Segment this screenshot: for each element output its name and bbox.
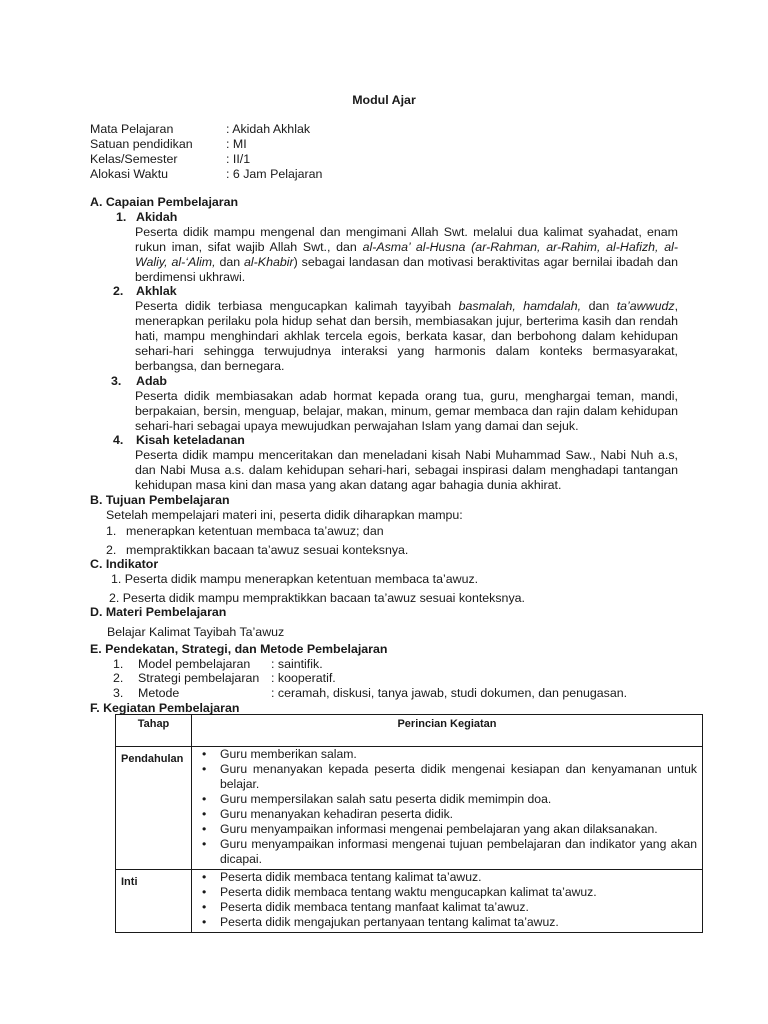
- list-item: • Guru mempersilakan salah satu peserta didik memimpin doa.: [192, 792, 697, 807]
- item-number: 3.: [111, 374, 122, 388]
- list-item: • Peserta didik membaca tentang kalimat ta’awuz.: [192, 870, 697, 885]
- list-item: • Peserta didik mengajukan pertanyaan tentang kalimat ta’awuz.: [192, 915, 697, 930]
- section-a-item-heading: [111, 374, 167, 389]
- column-header-details: Perincian Kegiatan: [192, 715, 703, 747]
- method-value: : ceramah, diskusi, tanya jawab, studi dokumen, dan penugasan.: [271, 686, 628, 700]
- item-number: 2.: [106, 543, 117, 557]
- section-d-heading: D. Materi Pembelajaran: [90, 605, 227, 619]
- method-value: : kooperatif.: [271, 671, 336, 685]
- list-item: • Guru menanyakan kehadiran peserta didik.: [192, 807, 697, 822]
- list-item: [106, 524, 384, 539]
- metadata-block: [90, 122, 322, 182]
- list-item: • Guru memberikan salam.: [192, 747, 697, 762]
- item-number: 1.: [113, 657, 124, 671]
- item-title: Kisah keteladanan: [136, 433, 245, 447]
- section-a-item-heading: [113, 284, 177, 299]
- item-number: 3.: [113, 686, 124, 700]
- text-run: Peserta didik mampu mengenal dan mengimani Allah Swt. melalui dua kalimat syahadat, enam rukun iman, sifat wajib Allah Swt., dan: [135, 225, 678, 254]
- section-a-item-heading: [116, 210, 177, 225]
- metadata-label: Alokasi Waktu: [90, 167, 169, 181]
- indicator-item: 1. Peserta didik mampu menerapkan ketentuan membaca ta’awuz.: [111, 572, 479, 586]
- section-b-intro: Setelah mempelajari materi ini, peserta didik diharapkan mampu:: [106, 508, 463, 522]
- metadata-row: [90, 122, 322, 137]
- item-title: Akhlak: [136, 284, 177, 298]
- text-run-italic: al-Asma’ al-Husna (ar-Rahman, ar-Rahim, al-Hafizh, al-Waliy, al-‘Alim,: [135, 240, 679, 269]
- activity-cell: [192, 747, 703, 870]
- akidah-paragraph: [135, 225, 678, 285]
- method-value: : saintifik.: [271, 657, 323, 671]
- item-number: 1.: [106, 524, 117, 538]
- list-item: • Peserta didik membaca tentang waktu mengucapkan kalimat ta’awuz.: [192, 885, 697, 900]
- metadata-label: Mata Pelajaran: [90, 122, 174, 136]
- method-row: [113, 657, 323, 672]
- metadata-value: : Akidah Akhlak: [226, 122, 311, 136]
- item-number: 1.: [116, 210, 127, 224]
- column-header-stage: Tahap: [116, 715, 192, 747]
- material-text: Belajar Kalimat Tayibah Ta’awuz: [107, 625, 285, 639]
- metadata-label: Satuan pendidikan: [90, 137, 193, 151]
- kisah-paragraph: Peserta didik mampu menceritakan dan meneladani kisah Nabi Muhammad Saw., Nabi Nuh a.s, dan Nabi Musa a.s. dalam kehidupan sehari-hari, sebagai inspirasi dalam menghadapi tantangan kehidupan masa kini dan masa yang akan datang agar bahagia dunia akhirat.: [135, 448, 678, 492]
- document-title: Modul Ajar: [352, 93, 416, 107]
- akhlak-paragraph: [135, 299, 678, 374]
- item-number: 2.: [113, 284, 124, 298]
- method-label: Strategi pembelajaran: [138, 671, 260, 685]
- item-text: mempraktikkan bacaan ta’awuz sesuai konteksnya.: [126, 543, 409, 557]
- section-e-heading: E. Pendekatan, Strategi, dan Metode Pembelajaran: [90, 642, 388, 656]
- activity-list: [192, 747, 702, 869]
- adab-paragraph: Peserta didik membiasakan adab hormat kepada orang tua, guru, menghargai teman, mandi, berpakaian, bersin, menguap, belajar, makan, minum, gemar membaca dan rajin dalam kehidupan sehari-hari sebagai upaya mewujudkan perwajahan Islam yang damai dan sejuk.: [135, 389, 678, 433]
- item-title: Akidah: [136, 210, 178, 224]
- text-run: , menerapkan perilaku pola hidup sehat dan bersih, membiasakan jujur, berterima kasih dan rendah hati, mampu menghindari akhlak tercela egois, berkata kasar, dan berbohong dalam kehidupan sehari-hari sehingga terwujudnya interaksi yang harmonis dalam konteks bermasyarakat, berbangsa, dan bernegara.: [135, 299, 679, 373]
- list-item: • Guru menanyakan kepada peserta didik mengenai kesiapan dan kenyamanan untuk belajar.: [192, 762, 697, 792]
- table-row: [116, 747, 703, 870]
- section-b-heading: B. Tujuan Pembelajaran: [90, 493, 230, 507]
- text-run: ) sebagai landasan dan motivasi beraktivitas agar bernilai ibadah dan berdimensi ukhrawi.: [135, 255, 678, 284]
- metadata-row: [90, 137, 322, 152]
- item-number: 2.: [113, 671, 124, 685]
- activity-table: [115, 714, 703, 933]
- table-header-row: [116, 715, 703, 747]
- method-label: Model pembelajaran: [138, 657, 251, 671]
- section-c-heading: C. Indikator: [90, 557, 159, 571]
- method-label: Metode: [138, 686, 180, 700]
- metadata-value: : MI: [226, 137, 247, 151]
- section-f-heading: F. Kegiatan Pembelajaran: [90, 701, 240, 715]
- metadata-row: [90, 167, 322, 182]
- table-row: [116, 870, 703, 933]
- method-row: [113, 671, 336, 686]
- item-title: Adab: [136, 374, 167, 388]
- text-run-italic: ta’awwudz: [616, 299, 675, 313]
- metadata-value: : 6 Jam Pelajaran: [226, 167, 323, 181]
- text-run: dan: [581, 299, 617, 313]
- list-item: • Guru menyampaikan informasi mengenai tujuan pembelajaran dan indikator yang akan dicapai.: [192, 837, 697, 867]
- text-run-italic: al-Khabir: [244, 255, 294, 269]
- metadata-row: [90, 152, 322, 167]
- text-run: Peserta didik terbiasa mengucapkan kalimah tayyibah: [135, 299, 459, 313]
- list-item: [106, 543, 408, 558]
- text-run: dan: [215, 255, 245, 269]
- section-a-heading: A. Capaian Pembelajaran: [90, 195, 239, 209]
- section-a-item-heading: [113, 433, 245, 448]
- indicator-item: 2. Peserta didik mampu mempraktikkan bacaan ta’awuz sesuai konteksnya.: [109, 591, 525, 605]
- metadata-value: : II/1: [226, 152, 251, 166]
- activity-list: [192, 870, 702, 932]
- list-item: • Guru menyampaikan informasi mengenai pembelajaran yang akan dilaksanakan.: [192, 822, 697, 837]
- metadata-label: Kelas/Semester: [90, 152, 178, 166]
- stage-cell: Inti: [116, 870, 192, 933]
- method-row: [113, 686, 627, 701]
- item-number: 4.: [113, 433, 124, 447]
- stage-cell: Pendahulan: [116, 747, 192, 870]
- activity-cell: [192, 870, 703, 933]
- text-run-italic: basmalah, hamdalah,: [458, 299, 582, 313]
- item-text: menerapkan ketentuan membaca ta’awuz; dan: [126, 524, 384, 538]
- list-item: • Peserta didik membaca tentang manfaat kalimat ta’awuz.: [192, 900, 697, 915]
